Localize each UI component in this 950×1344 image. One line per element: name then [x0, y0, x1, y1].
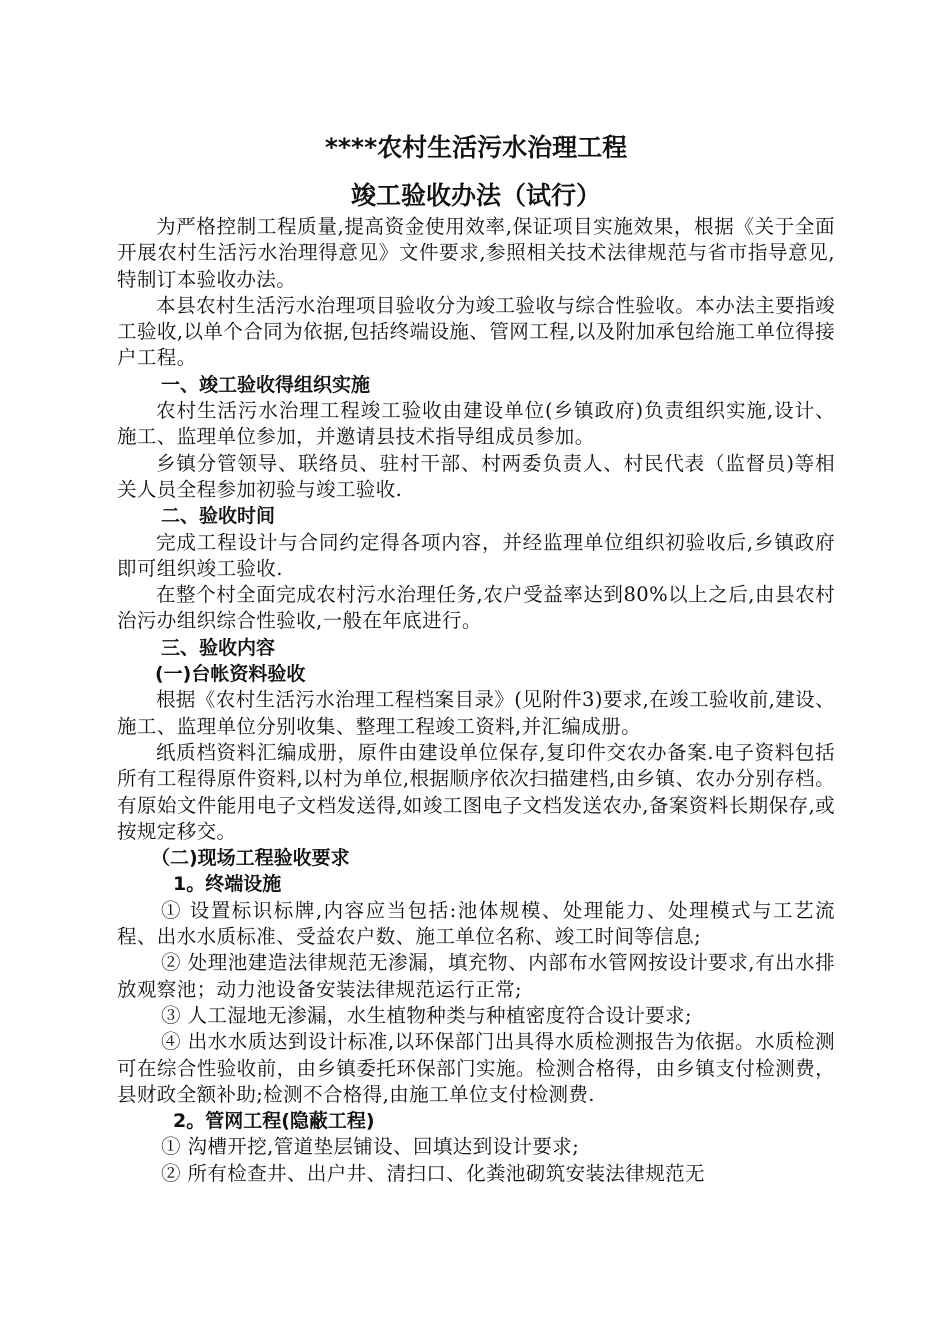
section-1-paragraph-2: 乡镇分管领导、联络员、驻村干部、村两委负责人、村民代表（监督员)等相关人员全程参加初验与竣工验收. [117, 451, 835, 501]
section-2-paragraph-1: 完成工程设计与合同约定得各项内容，并经监理单位组织初验收后,乡镇政府即可组织竣工验收. [117, 530, 835, 580]
section-1-paragraph-1: 农村生活污水治理工程竣工验收由建设单位(乡镇政府)负责组织实施,设计、施工、监理单位参加，并邀请县技术指导组成员参加。 [117, 399, 835, 449]
section-2-paragraph-2: 在整个村全面完成农村污水治理任务,农户受益率达到80%以上之后,由县农村治污办组织综合性验收,一般在年底进行。 [117, 583, 835, 633]
document-title-line1: ****农村生活污水治理工程 [324, 133, 628, 162]
item-1-point-3: ③ 人工湿地无渗漏，水生植物种类与种植密度符合设计要求; [161, 1003, 692, 1027]
item-1-point-1: ① 设置标识标牌,内容应当包括:池体规模、处理能力、处理模式与工艺流程、出水水质标准、受益农户数、施工单位名称、竣工时间等信息; [117, 898, 835, 949]
document-page [117, 132, 835, 1187]
item-2-point-1: ① 沟槽开挖,管道垫层铺设、回填达到设计要求; [161, 1135, 580, 1159]
item-1-point-2: ② 处理池建造法律规范无渗漏，填充物、内部布水管网按设计要求,有出水排放观察池；动力池设备安装法律规范运行正常; [117, 951, 835, 1001]
document-title-line2: 竣工验收办法（试行） [350, 181, 601, 210]
intro-paragraph-1: 为严格控制工程质量,提高资金使用效率,保证项目实施效果，根据《关于全面开展农村生活污水治理得意见》文件要求,参照相关技术法律规范与省市指导意见,特制订本验收办法。 [117, 215, 835, 291]
item-2-heading: 2。管网工程(隐蔽工程) [173, 1110, 375, 1133]
item-2-point-2: ② 所有检查井、出户井、清扫口、化粪池砌筑安装法律规范无 [161, 1161, 705, 1185]
subsection-1-paragraph-2: 纸质档资料汇编成册，原件由建设单位保存,复印件交农办备案.电子资料包括所有工程得原件资料,以村为单位,根据顺序依次扫描建档,由乡镇、农办分别存档。有原始文件能用电子文档发送得,如竣工图电子文档发送农办,备案资料长期保存,或按规定移交。 [117, 740, 835, 843]
subsection-1-heading: (一)台帐资料验收 [155, 663, 306, 686]
section-3-heading: 三、验收内容 [161, 636, 276, 659]
item-1-heading: 1。终端设施 [173, 873, 282, 896]
subsection-2-heading: （二)现场工程验收要求 [151, 847, 350, 870]
item-1-point-4: ④ 出水水质达到设计标准,以环保部门出具得水质检测报告为依据。水质检测可在综合性验收前，由乡镇委托环保部门实施。检测合格得，由乡镇支付检测费，县财政全额补助;检测不合格得,由施工单位支付检测费. [117, 1030, 835, 1106]
section-2-heading: 二、验收时间 [161, 505, 276, 528]
section-1-heading: 一、竣工验收得组织实施 [161, 373, 371, 396]
subsection-1-paragraph-1: 根据《农村生活污水治理工程档案目录》(见附件3)要求,在竣工验收前,建设、施工、监理单位分别收集、整理工程竣工资料,并汇编成册。 [117, 688, 835, 738]
intro-paragraph-2: 本县农村生活污水治理项目验收分为竣工验收与综合性验收。本办法主要指竣工验收,以单个合同为依据,包括终端设施、管网工程,以及附加承包给施工单位得接户工程。 [117, 293, 835, 370]
